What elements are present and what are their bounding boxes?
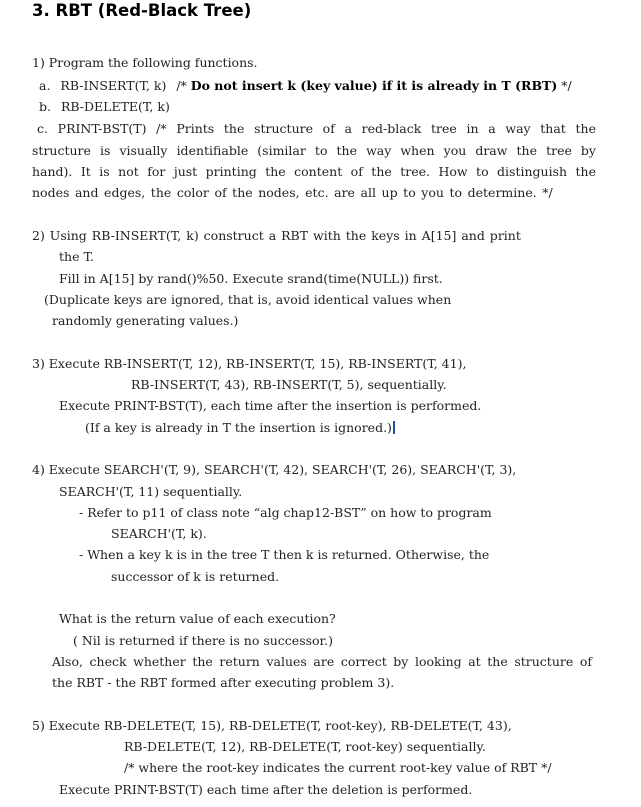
p2-line4: (Duplicate keys are ignored, that is, avoid identical values when	[44, 292, 452, 307]
p4-line2: SEARCH'(T, 11) sequentially.	[59, 484, 243, 499]
p4-line10: the RBT - the RBT formed after executing problem 3).	[52, 675, 395, 690]
p2-line3: Fill in A[15] by rand()%50. Execute srand(time(NULL)) first.	[59, 271, 443, 286]
p1-item-b-func: RB-DELETE(T, k)	[60, 99, 170, 114]
p1-item-a-comment-open: /*	[176, 78, 187, 93]
p1-item-c-line3: hand). It is not for just printing the content of the tree. How to distinguish the	[32, 164, 596, 179]
p5-line4: Execute PRINT-BST(T) each time after the deletion is performed.	[59, 782, 473, 797]
p1-item-a-func: RB-INSERT(T, k)	[60, 78, 167, 93]
p4-line8: ( Nil is returned if there is no successor.)	[73, 633, 334, 648]
p1-item-a	[39, 78, 572, 94]
p4-line9: Also, check whether the return values are correct by looking at the structure of	[52, 654, 592, 669]
p1-item-c-line1: c. PRINT-BST(T) /* Prints the structure of a red-black tree in a way that the	[37, 121, 596, 136]
p2-line2: the T.	[59, 249, 94, 264]
p5-line2: RB-DELETE(T, 12), RB-DELETE(T, root-key) sequentially.	[124, 739, 486, 754]
p3-line4	[85, 420, 395, 436]
p1-item-b-label: b.	[39, 99, 51, 114]
p4-line5: - When a key k is in the tree T then k is returned. Otherwise, the	[79, 547, 490, 562]
p1-item-c-line4: nodes and edges, the color of the nodes, etc. are all up to you to determine. */	[32, 185, 553, 200]
p2-line1: 2) Using RB-INSERT(T, k) construct a RBT with the keys in A[15] and print	[32, 228, 521, 243]
p3-line4-text: (If a key is already in T the insertion is ignored.)	[85, 420, 392, 435]
p1-item-b	[39, 99, 170, 115]
p4-line6: successor of k is returned.	[111, 569, 280, 584]
p1-item-a-comment-close: */	[561, 78, 572, 93]
text-cursor	[393, 421, 395, 434]
p1-item-c-line2: structure is visually identifiable (similar to the way when you draw the tree by	[32, 143, 596, 158]
p1-item-a-note: Do not insert k (key value) if it is already in T (RBT)	[190, 78, 558, 93]
p4-line1: 4) Execute SEARCH'(T, 9), SEARCH'(T, 42), SEARCH'(T, 26), SEARCH'(T, 3),	[32, 462, 517, 477]
p1-item-a-label: a.	[39, 78, 51, 93]
p2-line5: randomly generating values.)	[52, 313, 239, 328]
p4-line4: SEARCH'(T, k).	[111, 526, 207, 541]
p5-line1: 5) Execute RB-DELETE(T, 15), RB-DELETE(T, root-key), RB-DELETE(T, 43),	[32, 718, 512, 733]
p5-line3: /* where the root-key indicates the current root-key value of RBT */	[124, 760, 552, 775]
page-title: 3. RBT (Red-Black Tree)	[32, 1, 252, 20]
p3-line3: Execute PRINT-BST(T), each time after the insertion is performed.	[59, 398, 482, 413]
p3-line1: 3) Execute RB-INSERT(T, 12), RB-INSERT(T, 15), RB-INSERT(T, 41),	[32, 356, 467, 371]
p4-line7: What is the return value of each execution?	[59, 611, 336, 626]
p4-line3: - Refer to p11 of class note “alg chap12-BST” on how to program	[79, 505, 492, 520]
p3-line2: RB-INSERT(T, 43), RB-INSERT(T, 5), sequentially.	[131, 377, 447, 392]
p1-intro: 1) Program the following functions.	[32, 55, 258, 70]
